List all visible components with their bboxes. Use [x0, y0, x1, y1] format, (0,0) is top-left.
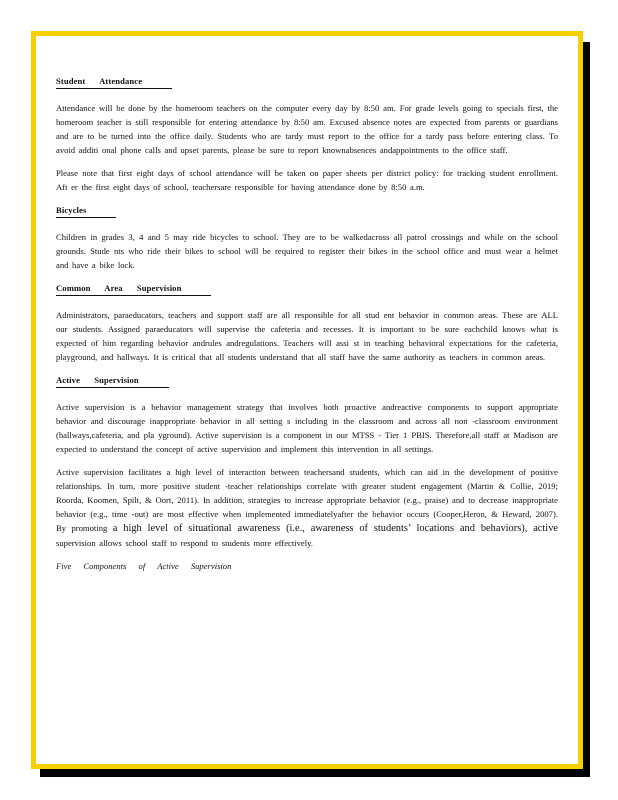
attendance-paragraph-2: Please note that first eight days of school attendance will be taken on paper sheets per district policy: for tracking student enrollment. Aft er the first eight days of school, teachersare responsible for having attendance done by 8:50 a.m.	[56, 168, 558, 192]
active-supervision-paragraph-2-end: supervision allows school staff to respond to students more effectively.	[56, 538, 314, 548]
five-components-subheading: Five Components of Active Supervision	[56, 561, 232, 571]
active-supervision-paragraph-1: Active supervision is a behavior management strategy that involves both proactive andreactive components to support appropriate behavior and discourage inappropriate behavior in all setting s including in the classroom and across all non -classroom environment (hallways,cafeteria, and pla yground). Active supervision is a component in our MTSS - Tier 1 PBIS. Therefore,all staff at Madison are expected to understand the concept of active supervision and implement this intervention in all settings.	[56, 402, 558, 454]
active-supervision-paragraph-2-start: Active supervision facilitates a high level of interaction between teachersand students, which can aid in the development of positive relationships. In turn, more positive student -teacher relationships correlate with greater student engagement (Martin & Collie, 2019; Roorda, Koomen, Spilt, & Oort, 2011). In addition, strategies to increase appropriate behavior (e.g., praise) and to decrease inappropriate behavior (e.g., time -out) are most effective when implemented immediatelyafter the behavior occurs (Cooper,Heron, & Heward, 2007). By promoting	[56, 467, 558, 533]
document-content	[56, 74, 558, 573]
heading-common-area-supervision: Common Area Supervision	[56, 281, 211, 296]
heading-bicycles: Bicycles	[56, 203, 116, 218]
common-area-paragraph: Administrators, paraeducators, teachers and support staff are all responsible for all stud ent behavior in common areas. These are ALL our students. Assigned paraeducators will supervise the cafeteria and recesses. It is important to be sure eachchild knows what is expected of him regarding behavior andrules andregulations. Teachers will assi st in teaching behavioral expectations for the cafeteria, playground, and hallways. It is critical that all students understand that all staff have the same authority as teachers in common areas.	[56, 310, 558, 362]
heading-student-attendance: Student Attendance	[56, 74, 172, 89]
attendance-paragraph-1: Attendance will be done by the homeroom teachers on the computer every day by 8:50 am. For grade levels going to specials first, the homeroom teacher is still responsible for entering attendance by 8:50 am. Excused absence notes are expected from parents or guardians and are to be turned into the office daily. Students who are tardy must report to the office for a tardy pass before entering class. To avoid additi onal phone calls and upset parents, please be sure to report knownabsences andappointments to the office staff.	[56, 103, 558, 155]
document-page	[31, 31, 583, 769]
active-supervision-paragraph-2-large-text: a high level of situational awareness (i.e., awareness of students’ locations and behaviors), active	[112, 523, 558, 534]
heading-active-supervision: Active Supervision	[56, 373, 169, 388]
active-supervision-paragraph-2	[56, 465, 558, 550]
bicycles-paragraph: Children in grades 3, 4 and 5 may ride bicycles to school. They are to be walkedacross all patrol crossings and while on the school grounds. Stude nts who ride their bikes to school will be required to register their bikes in the school office and must wear a helmet and have a bike lock.	[56, 232, 558, 270]
